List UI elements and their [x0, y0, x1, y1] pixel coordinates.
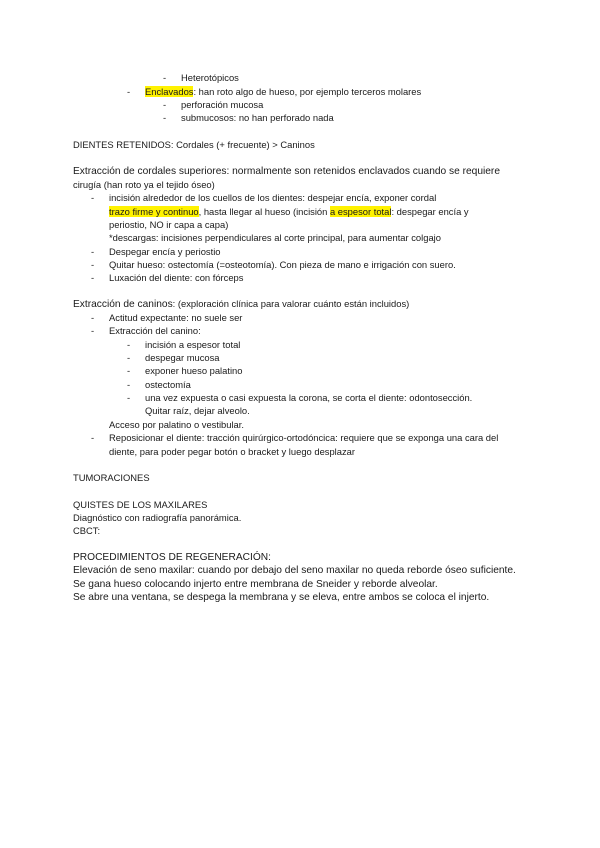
caninos-sub-incision: incisión a espesor total [145, 339, 241, 350]
cordales-item-incision-line2 [109, 206, 469, 218]
quistes-heading: QUISTES DE LOS MAXILARES [73, 499, 208, 510]
bullet-dash: - [127, 352, 131, 363]
cordales-descargas-note: *descargas: incisiones perpendiculares al corte principal, para aumentar colgajo [109, 232, 441, 243]
caninos-item-reposicionar: Reposicionar el diente: tracción quirúrgico-ortodóncica: requiere que se exponga una cara del [109, 432, 499, 443]
bullet-dash: - [127, 392, 131, 403]
cordales-heading-cont: cirugía (han roto ya el tejido óseo) [73, 179, 215, 190]
dientes-retenidos-heading: DIENTES RETENIDOS: Cordales (+ frecuente) > Caninos [73, 139, 315, 150]
highlight-trazo: trazo firme y continuo [109, 206, 199, 217]
caninos-item-extraccion: Extracción del canino: [109, 325, 201, 336]
incision-mid-text: , hasta llegar al hueso (incisión [198, 206, 330, 217]
bullet-dash: - [127, 86, 131, 97]
caninos-sub-despegar: despegar mucosa [145, 352, 220, 363]
bullet-dash: - [91, 432, 95, 443]
quistes-cbct: CBCT: [73, 525, 101, 536]
list-item-enclavados [145, 86, 421, 98]
caninos-heading-note: : (exploración clínica para valorar cuánto están incluidos) [172, 298, 410, 309]
caninos-acceso: Acceso por palatino o vestibular. [109, 419, 244, 430]
bullet-dash: - [163, 112, 167, 123]
caninos-sub-odontoseccion: una vez expuesta o casi expuesta la corona, se corta el diente: odontosección. [145, 392, 473, 403]
regeneracion-line2: Se gana hueso colocando injerto entre membrana de Sneider y reborde alveolar. [73, 579, 438, 590]
tumoraciones-heading: TUMORACIONES [73, 472, 150, 483]
regeneracion-line3: Se abre una ventana, se despega la membrana y se eleva, entre ambos se coloca el injerto. [73, 592, 490, 603]
cordales-item-despegar: Despegar encía y periostio [109, 246, 221, 257]
bullet-dash: - [91, 312, 95, 323]
enclavados-description: : han roto algo de hueso, por ejemplo terceros molares [193, 86, 422, 97]
caninos-sub-exponer: exponer hueso palatino [145, 365, 243, 376]
bullet-dash: - [91, 272, 95, 283]
bullet-dash: - [163, 99, 167, 110]
list-item-perforacion: perforación mucosa [181, 99, 264, 110]
regeneracion-heading: PROCEDIMIENTOS DE REGENERACIÓN: [73, 552, 271, 563]
cordales-item-incision-line3: periostio, NO ir capa a capa) [109, 219, 229, 230]
quistes-diagnostico: Diagnóstico con radiografía panorámica. [73, 512, 242, 523]
cordales-item-quitar-hueso: Quitar hueso: ostectomía (=osteotomía). Con pieza de mano e irrigación con suero. [109, 259, 456, 270]
highlight-espesor: a espesor total [329, 206, 392, 217]
incision-end-text: : despegar encía y [391, 206, 469, 217]
bullet-dash: - [127, 365, 131, 376]
caninos-heading [73, 298, 409, 311]
bullet-dash: - [127, 339, 131, 350]
cordales-item-luxacion: Luxación del diente: con fórceps [109, 272, 244, 283]
highlight-enclavados: Enclavados [145, 86, 194, 97]
caninos-item-reposicionar-cont: diente, para poder pegar botón o bracket y luego desplazar [109, 446, 356, 457]
list-item-heterotopicos: Heterotópicos [181, 72, 239, 83]
bullet-dash: - [163, 72, 167, 83]
list-item-submucosos: submucosos: no han perforado nada [181, 112, 334, 123]
caninos-sub-odontoseccion-cont: Quitar raíz, dejar alveolo. [145, 405, 250, 416]
cordales-item-incision: incisión alrededor de los cuellos de los dientes: despejar encía, exponer cordal [109, 192, 437, 203]
bullet-dash: - [127, 379, 131, 390]
cordales-heading: Extracción de cordales superiores: normalmente son retenidos enclavados cuando se requiere [73, 166, 500, 177]
caninos-item-actitud: Actitud expectante: no suele ser [109, 312, 243, 323]
caninos-heading-title: Extracción de caninos [73, 299, 173, 310]
regeneracion-line1: Elevación de seno maxilar: cuando por debajo del seno maxilar no queda reborde óseo suficiente. [73, 565, 516, 576]
bullet-dash: - [91, 325, 95, 336]
bullet-dash: - [91, 192, 95, 203]
bullet-dash: - [91, 246, 95, 257]
caninos-sub-ostectomia: ostectomía [145, 379, 191, 390]
bullet-dash: - [91, 259, 95, 270]
